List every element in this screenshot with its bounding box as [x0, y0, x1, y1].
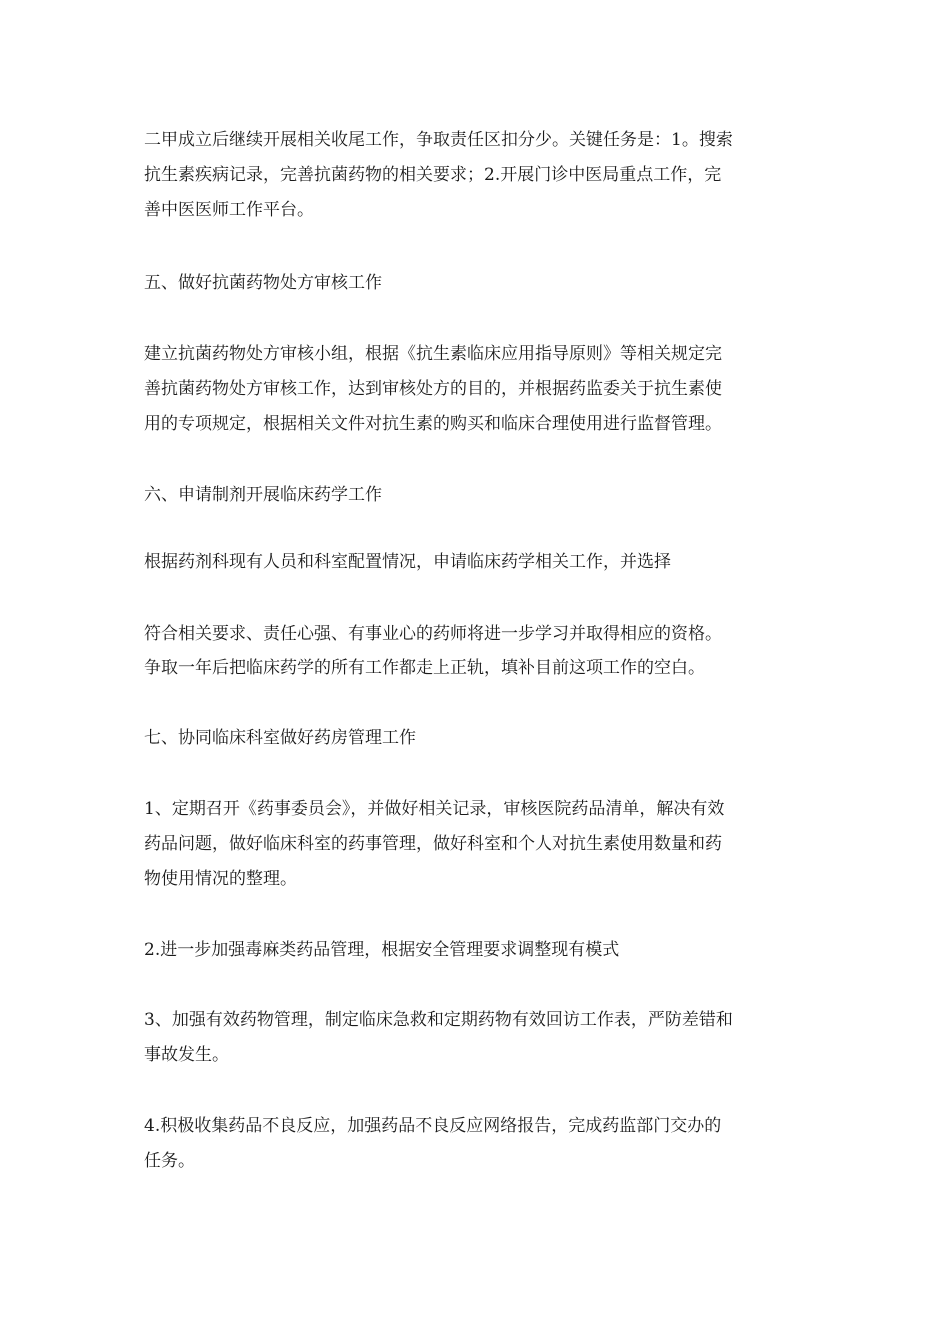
paragraph-8-line-2: 药品问题，做好临床科室的药事管理，做好科室和个人对抗生素使用数量和药	[144, 834, 722, 854]
section-heading-5: 五、做好抗菌药物处方审核工作	[144, 273, 382, 293]
paragraph-1-line-1: 二甲成立后继续开展相关收尾工作，争取责任区扣分少。关键任务是：1。搜索	[144, 130, 733, 150]
paragraph-6-line-1: 符合相关要求、责任心强、有事业心的药师将进一步学习并取得相应的资格。	[144, 624, 722, 644]
paragraph-10-line-1: 3、加强有效药物管理，制定临床急救和定期药物有效回访工作表，严防差错和	[144, 1010, 733, 1030]
paragraph-9-line-1: 2.进一步加强毒麻类药品管理，根据安全管理要求调整现有模式	[144, 940, 620, 960]
paragraph-3-line-3: 用的专项规定，根据相关文件对抗生素的购买和临床合理使用进行监督管理。	[144, 414, 722, 434]
paragraph-5-line-1: 根据药剂科现有人员和科室配置情况，申请临床药学相关工作，并选择	[144, 552, 671, 572]
section-heading-7: 七、协同临床科室做好药房管理工作	[144, 728, 416, 748]
section-heading-6: 六、申请制剂开展临床药学工作	[144, 485, 382, 505]
paragraph-10-line-2: 事故发生。	[144, 1045, 229, 1065]
paragraph-8-line-3: 物使用情况的整理。	[144, 869, 297, 889]
paragraph-1-line-3: 善中医医师工作平台。	[144, 200, 314, 220]
paragraph-11-line-2: 任务。	[144, 1151, 195, 1171]
paragraph-11-line-1: 4.积极收集药品不良反应，加强药品不良反应网络报告，完成药监部门交办的	[144, 1116, 722, 1136]
paragraph-3-line-1: 建立抗菌药物处方审核小组，根据《抗生素临床应用指导原则》等相关规定完	[144, 344, 722, 364]
paragraph-1-line-2: 抗生素疾病记录，完善抗菌药物的相关要求；2.开展门诊中医局重点工作，完	[144, 165, 722, 185]
paragraph-8-line-1: 1、定期召开《药事委员会》，并做好相关记录，审核医院药品清单，解决有效	[144, 799, 725, 819]
paragraph-3-line-2: 善抗菌药物处方审核工作，达到审核处方的目的，并根据药监委关于抗生素使	[144, 379, 722, 399]
paragraph-6-line-2: 争取一年后把临床药学的所有工作都走上正轨，填补目前这项工作的空白。	[144, 658, 705, 678]
